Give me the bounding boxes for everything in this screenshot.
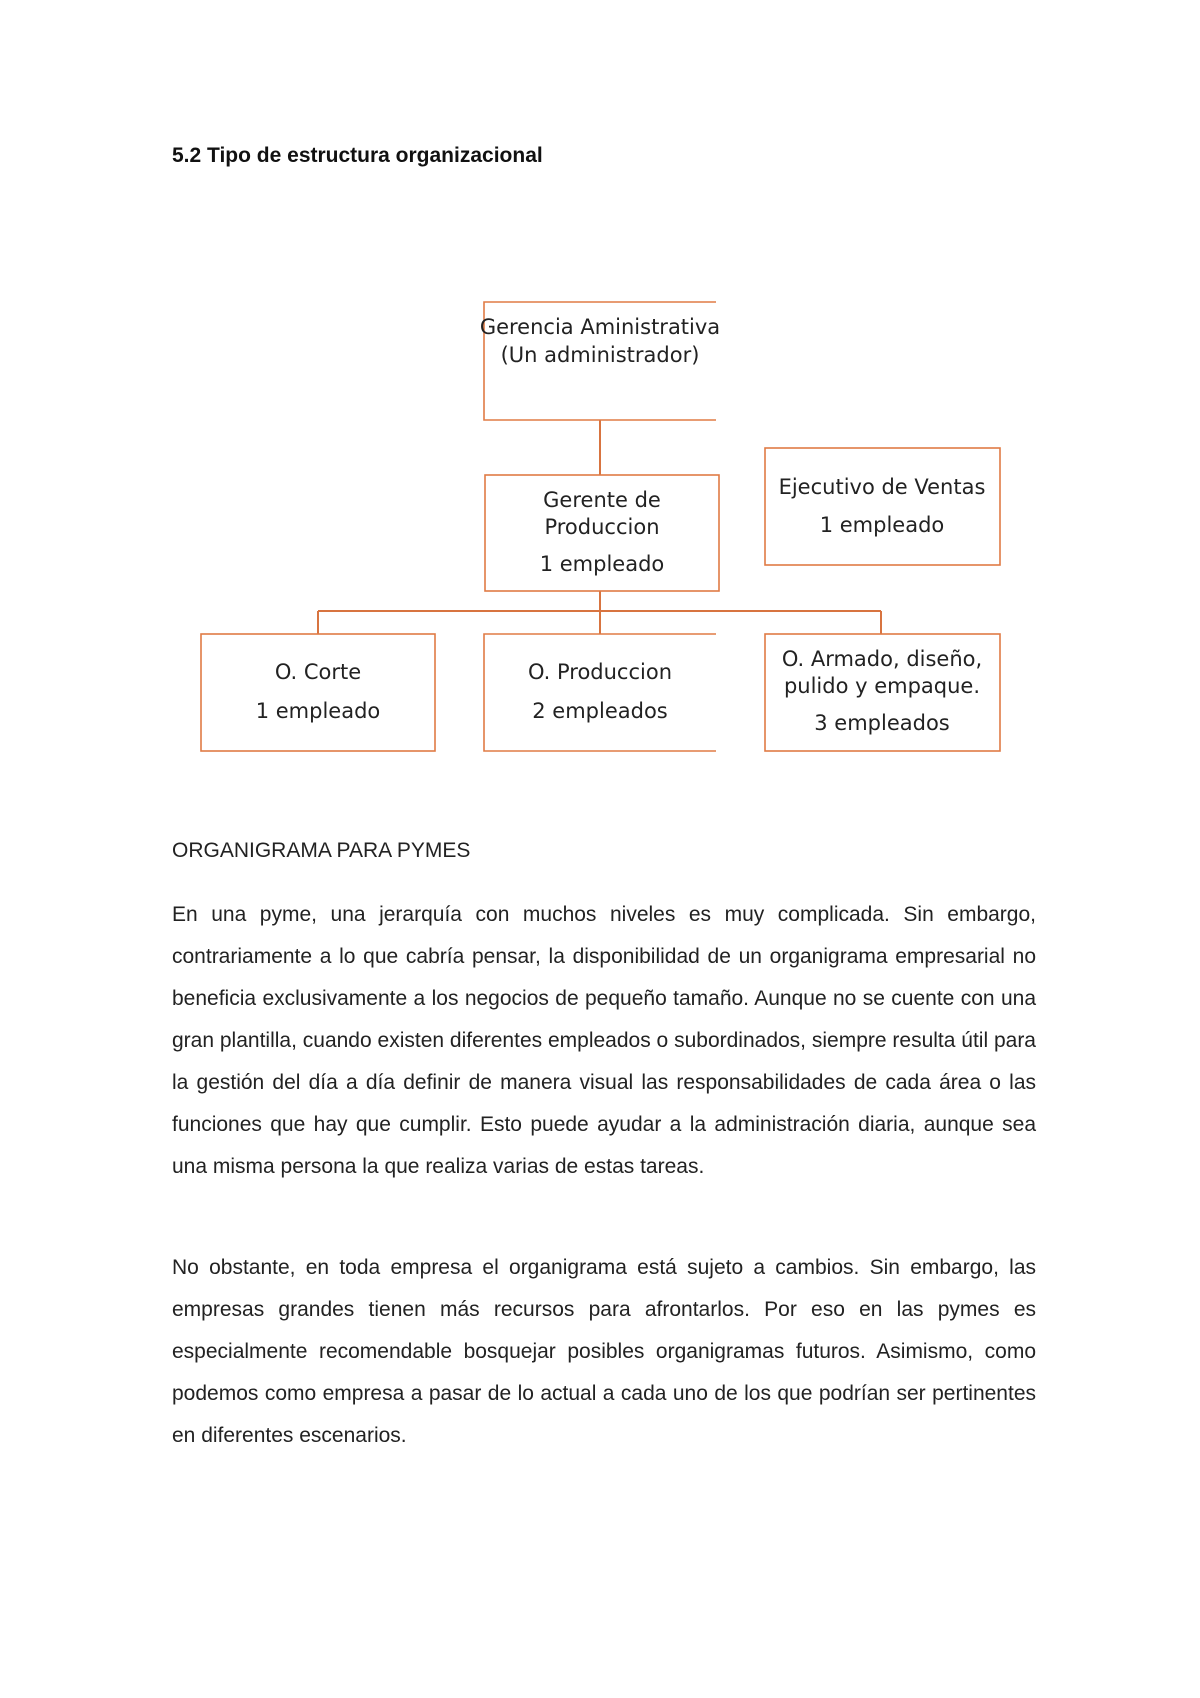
paragraph-1: En una pyme, una jerarquía con muchos niveles es muy complicada. Sin embargo, contrariamente a lo que cabría pensar, la disponibilidad de un organigrama empresarial no beneficia exclusivamente a los negocios de pequeño tamaño. Aunque no se cuente con una gran plantilla, cuando existen diferentes empleados o subordinados, siempre resulta útil para la gestión del día a día definir de manera visual las responsabilidades de cada área o las funciones que hay que cumplir. Esto puede ayudar a la administración diaria, aunque sea una misma persona la que realiza varias de estas tareas.: [172, 903, 1036, 1178]
box-gerente-produccion: [485, 475, 719, 591]
box-produccion: [484, 634, 716, 751]
section-title: 5.2 Tipo de estructura organizacional: [172, 144, 543, 167]
box-armado: [765, 634, 1000, 751]
box-corte: [201, 634, 435, 751]
produccion-line1: O. Produccion: [527, 660, 673, 684]
corte-line1: O. Corte: [274, 660, 362, 684]
gerente-produccion-line2: Produccion: [544, 515, 660, 539]
box-ejecutivo-ventas: [765, 448, 1000, 565]
paragraph-2: No obstante, en toda empresa el organigrama está sujeto a cambios. Sin embargo, las empresas grandes tienen más recursos para afrontarlos. Por eso en las pymes es especialmente recomendable bosquejar posibles organigramas futuros. Asimismo, como podemos como empresa a pasar de lo actual a cada uno de los que podrían ser pertinentes en diferentes escenarios.: [172, 1256, 1036, 1447]
armado-line2: pulido y empaque.: [783, 674, 981, 698]
gerente-produccion-line1: Gerente de: [543, 488, 661, 512]
org-heading: ORGANIGRAMA PARA PYMES: [172, 839, 471, 862]
armado-line1: O. Armado, diseño,: [781, 647, 983, 671]
gerente-produccion-line3: 1 empleado: [539, 552, 665, 576]
gerencia-line2: (Un administrador): [500, 343, 700, 367]
ejecutivo-ventas-line1: Ejecutivo de Ventas: [778, 475, 986, 499]
corte-line2: 1 empleado: [255, 699, 381, 723]
armado-line3: 3 empleados: [814, 711, 950, 735]
org-chart: [0, 0, 1200, 780]
box-gerencia: [480, 302, 720, 420]
gerencia-line1: Gerencia Aministrativa: [479, 315, 721, 339]
ejecutivo-ventas-line2: 1 empleado: [819, 513, 945, 537]
produccion-line2: 2 empleados: [532, 699, 668, 723]
